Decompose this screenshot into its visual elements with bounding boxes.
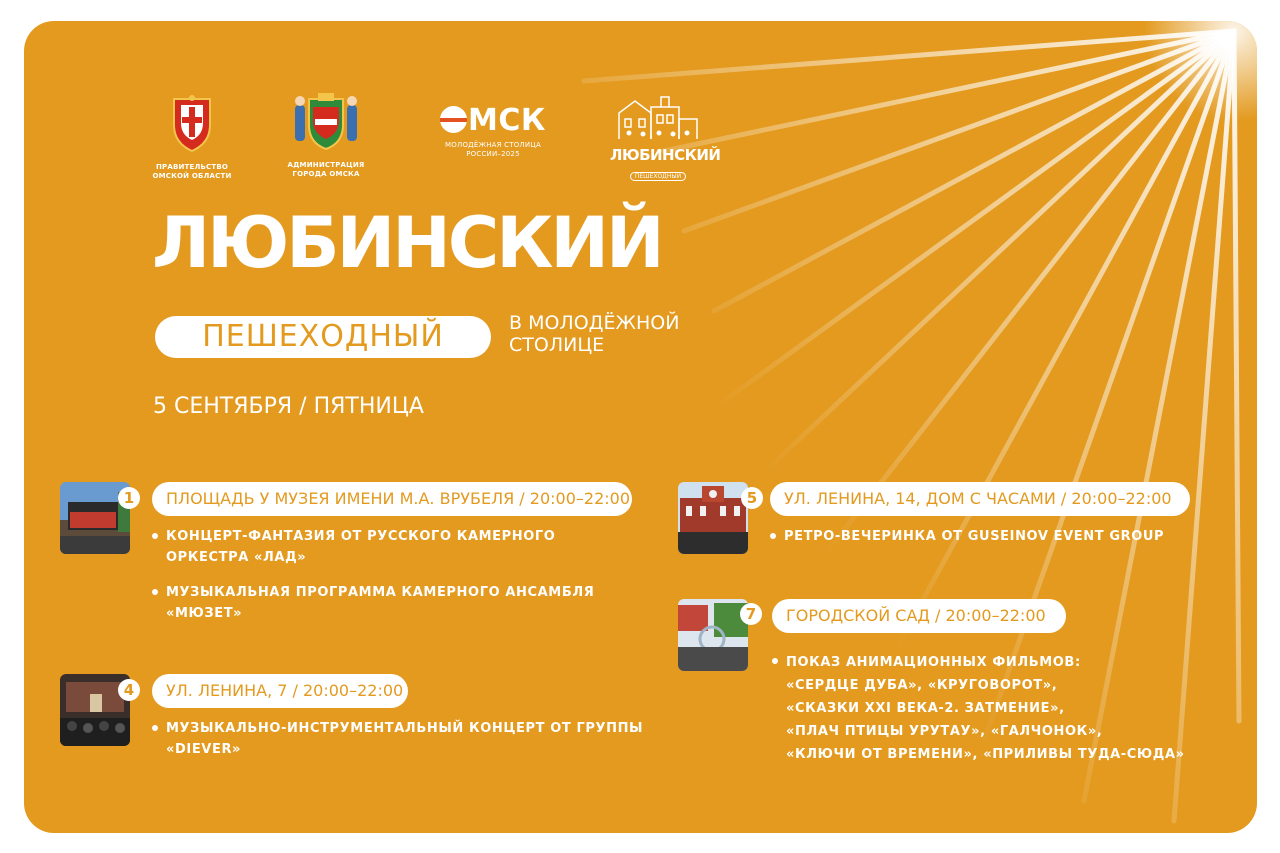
omsk-caption: МОЛОДЁЖНАЯ СТОЛИЦА РОССИИ–2025 xyxy=(445,141,541,158)
venue-7-location-pill: ГОРОДСКОЙ САД / 20:00–22:00 xyxy=(772,599,1066,633)
lubinsky-logo xyxy=(610,93,721,182)
venue-1-program-list xyxy=(152,526,672,638)
event-subtitle-pill: ПЕШЕХОДНЫЙ xyxy=(155,316,491,358)
tagline-line-1: В МОЛОДЁЖНОЙ xyxy=(509,312,680,334)
tagline-line-2: СТОЛИЦЕ xyxy=(509,334,605,356)
venue-7-program-list xyxy=(772,651,1242,780)
list-item: КОНЦЕРТ-ФАНТАЗИЯ ОТ РУССКОГО КАМЕРНОГО ОРКЕСТРА «ЛАД» xyxy=(152,526,672,568)
omsk-o-mark-icon xyxy=(440,106,467,133)
list-item: МУЗЫКАЛЬНО-ИНСТРУМЕНТАЛЬНЫЙ КОНЦЕРТ ОТ ГРУППЫ «DIEVER» xyxy=(152,718,692,760)
event-title: ЛЮБИНСКИЙ xyxy=(152,202,662,284)
venue-5-photo xyxy=(678,482,748,554)
lubinsky-sub-wordmark: ПЕШЕХОДНЫЙ xyxy=(630,172,686,181)
venue-5-location-pill: УЛ. ЛЕНИНА, 14, ДОМ С ЧАСАМИ / 20:00–22:00 xyxy=(770,482,1190,516)
government-logo xyxy=(152,95,232,181)
government-caption: ПРАВИТЕЛЬСТВО ОМСКОЙ ОБЛАСТИ xyxy=(152,163,232,180)
list-item: ПОКАЗ АНИМАЦИОННЫХ ФИЛЬМОВ: «СЕРДЦЕ ДУБА», «КРУГОВОРОТ», «СКАЗКИ XXI ВЕКА-2. ЗАТМЕНИЕ», «ПЛАЧ ПТИЦЫ УРУТАУ», «ГАЛЧОНОК», «КЛЮЧИ ОТ ВРЕМЕНИ», «ПРИЛИВЫ ТУДА-СЮДА» xyxy=(772,651,1242,766)
omsk-wordmark-text: МСК xyxy=(468,103,546,138)
administration-caption: АДМИНИСТРАЦИЯ ГОРОДА ОМСКА xyxy=(287,161,365,178)
coat-of-arms-icon xyxy=(168,95,216,153)
city-coat-of-arms-icon xyxy=(291,91,361,153)
venue-7-number: 7 xyxy=(740,603,762,625)
list-item: РЕТРО-ВЕЧЕРИНКА ОТ GUSEINOV EVENT GROUP xyxy=(770,526,1210,547)
venue-4-number: 4 xyxy=(118,679,140,701)
building-silhouette-icon xyxy=(615,93,701,141)
venue-7-photo xyxy=(678,599,748,671)
event-date: 5 СЕНТЯБРЯ / ПЯТНИЦА xyxy=(153,394,424,419)
administration-logo xyxy=(280,91,372,179)
venue-1-number: 1 xyxy=(118,487,140,509)
poster-card xyxy=(24,21,1257,833)
event-tagline xyxy=(509,312,719,356)
venue-1-location-pill: ПЛОЩАДЬ У МУЗЕЯ ИМЕНИ М.А. ВРУБЕЛЯ / 20:00–22:00 xyxy=(152,482,632,516)
venue-4-location-pill: УЛ. ЛЕНИНА, 7 / 20:00–22:00 xyxy=(152,674,408,708)
lubinsky-wordmark: ЛЮБИНСКИЙ xyxy=(610,146,721,164)
venue-4-program-list xyxy=(152,718,692,774)
venue-5-program-list xyxy=(770,526,1210,561)
venue-5-number: 5 xyxy=(741,487,763,509)
list-item: МУЗЫКАЛЬНАЯ ПРОГРАММА КАМЕРНОГО АНСАМБЛЯ «МЮЗЕТ» xyxy=(152,582,672,624)
omsk-youth-capital-logo xyxy=(428,105,558,159)
omsk-wordmark xyxy=(428,105,558,137)
